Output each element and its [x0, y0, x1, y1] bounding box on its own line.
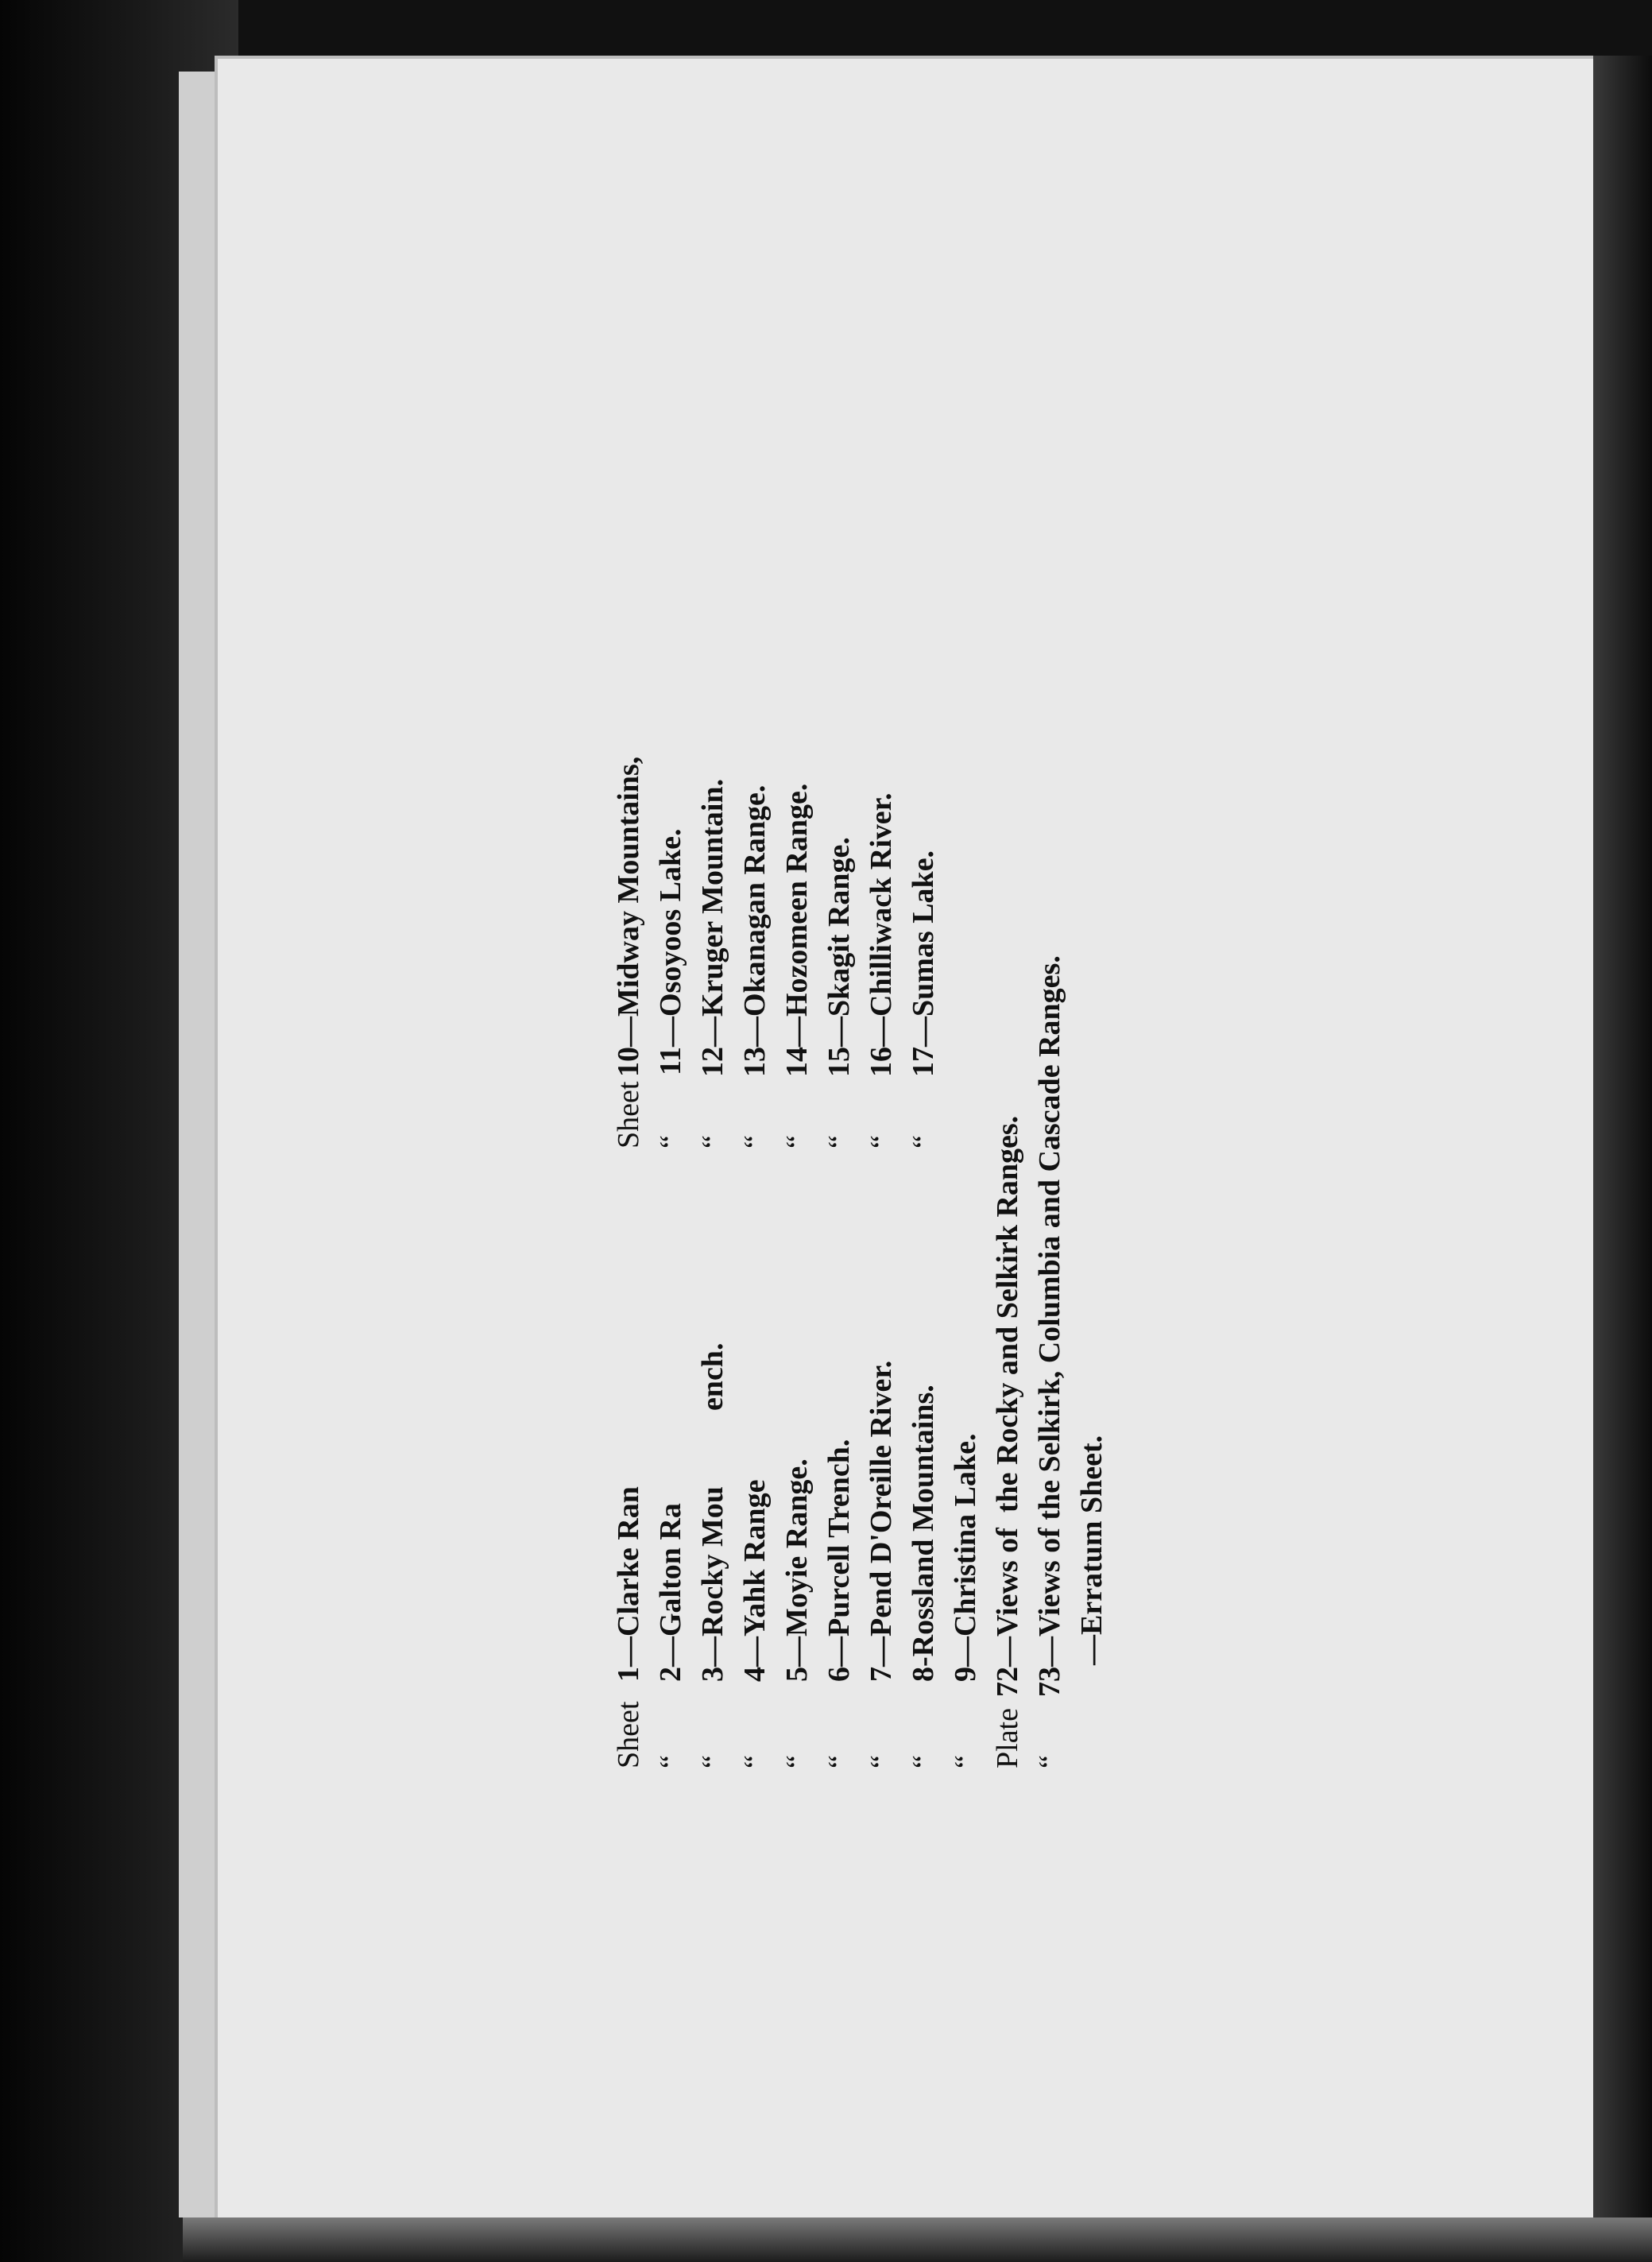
list-item: “11—Osoyoos Lake. [654, 828, 687, 1148]
list-item: Sheet1—Clarke Ran [612, 1486, 645, 1768]
sheet-list [608, 529, 1164, 1768]
list-item: “14—Hozomeen Range. [780, 783, 814, 1148]
sheet-list-right-column [608, 529, 945, 1148]
list-item: “8-Rossland Mountains. [907, 1385, 940, 1768]
list-item: “16—Chilliwack River. [865, 792, 898, 1148]
list-item: “17—Sumas Lake. [907, 850, 940, 1148]
list-item: “5—Moyie Range. [780, 1458, 814, 1768]
list-item: “7—Pend D'Oreille River. [865, 1360, 898, 1768]
list-item: “2—Galton Ra [654, 1503, 687, 1768]
list-item: “12—Kruger Mountain. [696, 778, 729, 1148]
erratum-line: —Erratum Sheet. [1075, 1435, 1108, 1665]
list-item: “15—Skagit Range. [822, 837, 856, 1148]
plate-list [987, 529, 1113, 1768]
cover-edge-bottom [183, 2217, 1652, 2262]
list-item: “73—Views of the Selkirk, Columbia and Cascade Ranges. [1033, 955, 1066, 1768]
list-item: Plate72—Views of the Rocky and Selkirk Ranges. [991, 1115, 1024, 1768]
list-item: “13—Okanagan Range. [738, 784, 772, 1148]
list-item: Sheet10—Midway Mountains, [612, 756, 645, 1148]
list-item: “4—Yahk Range [738, 1479, 772, 1768]
cover-edge-right [1593, 56, 1652, 2225]
list-item: “9—Christina Lake. [949, 1433, 982, 1768]
sheet-list-left-column [608, 1148, 987, 1768]
list-item: “6—Purcell Trench. [822, 1439, 856, 1768]
list-item: “3—Rocky Mou ench. [696, 1342, 729, 1768]
